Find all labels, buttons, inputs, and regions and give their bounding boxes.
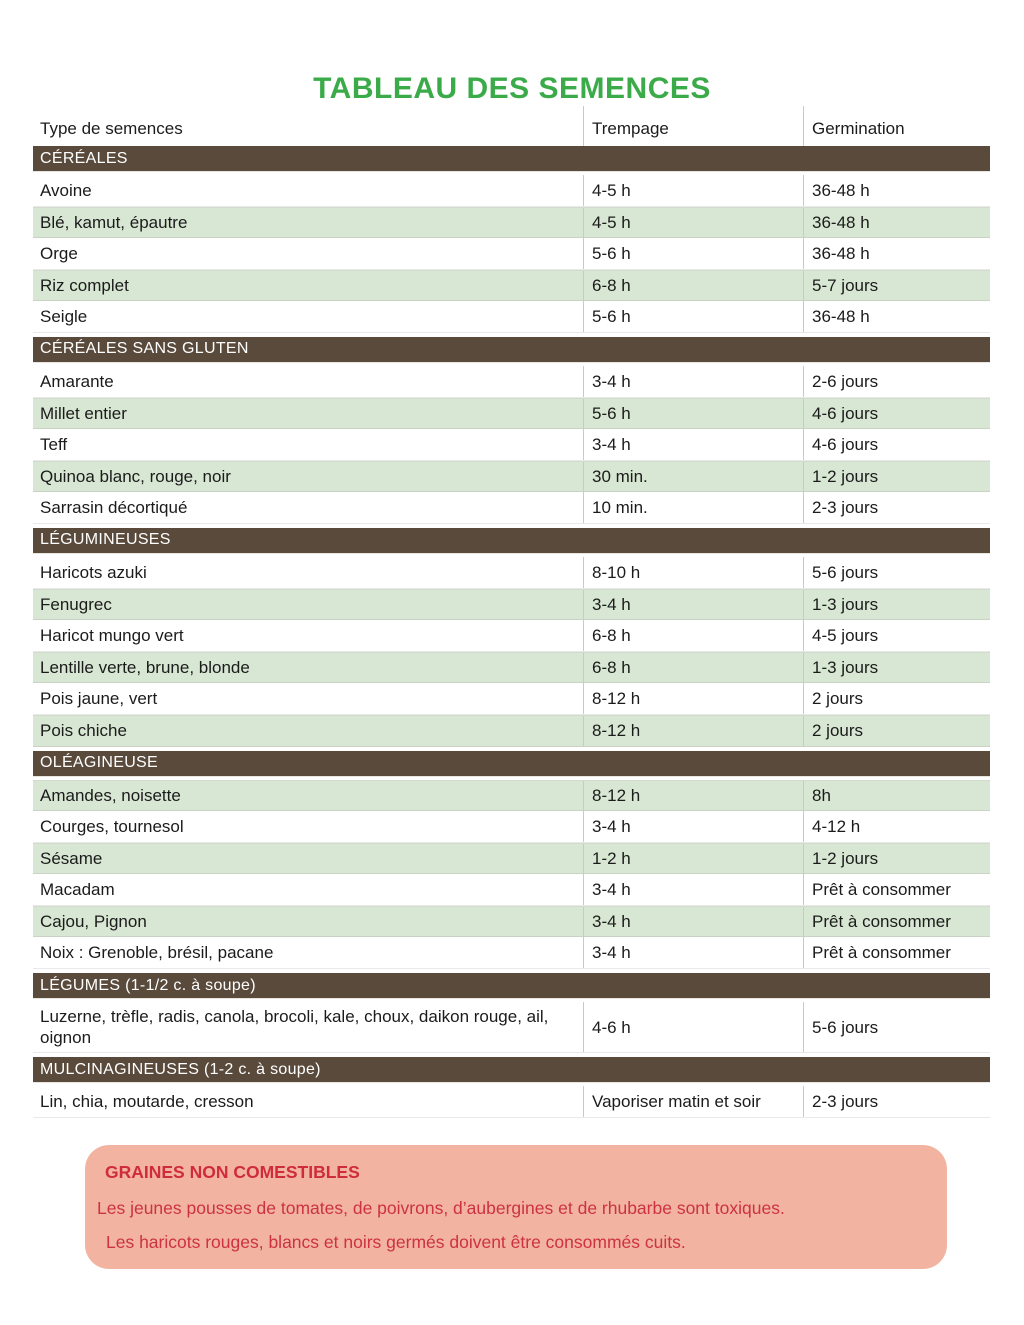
seed-type-cell: Cajou, Pignon: [40, 912, 147, 932]
germination-cell: 2-3 jours: [803, 1086, 990, 1117]
seed-type-cell: Luzerne, trèfle, radis, canola, brocoli, kale, choux, daikon rouge, ail, oignon: [40, 1007, 549, 1048]
warning-line: Les haricots rouges, blancs et noirs germés doivent être consommés cuits.: [106, 1232, 686, 1252]
germination-cell: Prêt à consommer: [803, 907, 990, 937]
table-row: [33, 557, 990, 589]
seed-table-body: [33, 146, 990, 1118]
seed-type-cell: Macadam: [40, 880, 115, 900]
section-header-bar: CÉRÉALES: [33, 146, 990, 172]
table-row: [33, 238, 990, 270]
soaking-cell: 10 min.: [583, 492, 803, 523]
warning-title: GRAINES NON COMESTIBLES: [105, 1162, 360, 1182]
germination-cell: 1-2 jours: [803, 844, 990, 874]
seed-type-cell: Lin, chia, moutarde, cresson: [40, 1091, 254, 1111]
soaking-cell: 5-6 h: [583, 238, 803, 269]
germination-cell: 36-48 h: [803, 301, 990, 332]
table-row: [33, 492, 990, 524]
column-header-germination: Germination: [803, 106, 990, 146]
soaking-cell: 3-4 h: [583, 590, 803, 620]
column-header-seed-type: Type de semences: [40, 119, 183, 138]
soaking-cell: Vaporiser matin et soir: [583, 1086, 803, 1117]
soaking-cell: 5-6 h: [583, 301, 803, 332]
germination-cell: 4-6 jours: [803, 399, 990, 429]
seed-table: [33, 106, 990, 1118]
soaking-cell: 3-4 h: [583, 907, 803, 937]
soaking-cell: 3-4 h: [583, 937, 803, 968]
table-row: [33, 589, 990, 621]
soaking-cell: 8-10 h: [583, 557, 803, 588]
germination-cell: 36-48 h: [803, 208, 990, 238]
table-row: [33, 366, 990, 398]
soaking-cell: 6-8 h: [583, 653, 803, 683]
seed-type-cell: Lentille verte, brune, blonde: [40, 658, 250, 678]
germination-cell: 36-48 h: [803, 238, 990, 269]
section-header-bar: LÉGUMINEUSES: [33, 528, 990, 554]
germination-cell: 5-7 jours: [803, 271, 990, 301]
table-row: [33, 811, 990, 843]
germination-cell: 4-5 jours: [803, 620, 990, 651]
germination-cell: 1-3 jours: [803, 590, 990, 620]
seed-type-cell: Noix : Grenoble, brésil, pacane: [40, 943, 274, 963]
warning-box: [85, 1145, 947, 1269]
seed-type-cell: Pois jaune, vert: [40, 689, 158, 709]
seed-type-cell: Haricot mungo vert: [40, 625, 184, 645]
seed-type-cell: Pois chiche: [40, 721, 127, 741]
germination-cell: 2 jours: [803, 716, 990, 746]
table-row: [33, 1086, 990, 1118]
table-row: [33, 937, 990, 969]
germination-cell: Prêt à consommer: [803, 937, 990, 968]
table-row: [33, 780, 990, 812]
section-header-bar: LÉGUMES (1-1/2 c. à soupe): [33, 973, 990, 999]
soaking-cell: 3-4 h: [583, 811, 803, 842]
seed-type-cell: Amandes, noisette: [40, 785, 181, 805]
seed-type-cell: Courges, tournesol: [40, 816, 184, 836]
section-header-bar: MULCINAGINEUSES (1-2 c. à soupe): [33, 1057, 990, 1083]
germination-cell: 4-6 jours: [803, 429, 990, 460]
germination-cell: 1-3 jours: [803, 653, 990, 683]
germination-cell: 1-2 jours: [803, 462, 990, 492]
seed-type-cell: Seigle: [40, 307, 88, 327]
table-row: [33, 683, 990, 715]
seed-type-cell: Haricots azuki: [40, 562, 147, 582]
seed-type-cell: Quinoa blanc, rouge, noir: [40, 467, 231, 487]
table-row: [33, 270, 990, 302]
soaking-cell: 3-4 h: [583, 429, 803, 460]
seed-type-cell: Teff: [40, 434, 68, 454]
seed-type-cell: Sarrasin décortiqué: [40, 498, 188, 518]
column-header-soaking: Trempage: [583, 106, 803, 146]
soaking-cell: 6-8 h: [583, 620, 803, 651]
soaking-cell: 1-2 h: [583, 844, 803, 874]
soaking-cell: 30 min.: [583, 462, 803, 492]
soaking-cell: 4-6 h: [583, 1002, 803, 1052]
seed-type-cell: Blé, kamut, épautre: [40, 212, 188, 232]
seed-type-cell: Fenugrec: [40, 594, 112, 614]
table-row: [33, 620, 990, 652]
germination-cell: 5-6 jours: [803, 1002, 990, 1052]
germination-cell: 2-3 jours: [803, 492, 990, 523]
soaking-cell: 8-12 h: [583, 781, 803, 811]
section-header-bar: CÉRÉALES SANS GLUTEN: [33, 337, 990, 363]
table-header-row: [33, 106, 990, 146]
soaking-cell: 8-12 h: [583, 683, 803, 714]
germination-cell: 2-6 jours: [803, 366, 990, 397]
soaking-cell: 3-4 h: [583, 366, 803, 397]
seed-type-cell: Sésame: [40, 848, 103, 868]
table-row: [33, 906, 990, 938]
seed-type-cell: Riz complet: [40, 276, 129, 296]
table-row: [33, 874, 990, 906]
seed-type-cell: Avoine: [40, 180, 92, 200]
table-row: [33, 652, 990, 684]
seed-type-cell: Orge: [40, 243, 78, 263]
page-title: TABLEAU DES SEMENCES: [313, 72, 711, 106]
table-row: [33, 1002, 990, 1053]
soaking-cell: 8-12 h: [583, 716, 803, 746]
table-row: [33, 843, 990, 875]
table-row: [33, 429, 990, 461]
soaking-cell: 3-4 h: [583, 874, 803, 905]
seed-type-cell: Millet entier: [40, 403, 127, 423]
seed-type-cell: Amarante: [40, 371, 114, 391]
table-row: [33, 715, 990, 747]
soaking-cell: 4-5 h: [583, 175, 803, 206]
table-row: [33, 398, 990, 430]
soaking-cell: 6-8 h: [583, 271, 803, 301]
germination-cell: 36-48 h: [803, 175, 990, 206]
soaking-cell: 4-5 h: [583, 208, 803, 238]
germination-cell: 5-6 jours: [803, 557, 990, 588]
warning-line: Les jeunes pousses de tomates, de poivrons, d’aubergines et de rhubarbe sont toxiques.: [97, 1198, 785, 1218]
germination-cell: 8h: [803, 781, 990, 811]
germination-cell: 4-12 h: [803, 811, 990, 842]
soaking-cell: 5-6 h: [583, 399, 803, 429]
table-row: [33, 301, 990, 333]
table-row: [33, 175, 990, 207]
table-row: [33, 461, 990, 493]
section-header-bar: OLÉAGINEUSE: [33, 751, 990, 777]
germination-cell: 2 jours: [803, 683, 990, 714]
germination-cell: Prêt à consommer: [803, 874, 990, 905]
table-row: [33, 207, 990, 239]
